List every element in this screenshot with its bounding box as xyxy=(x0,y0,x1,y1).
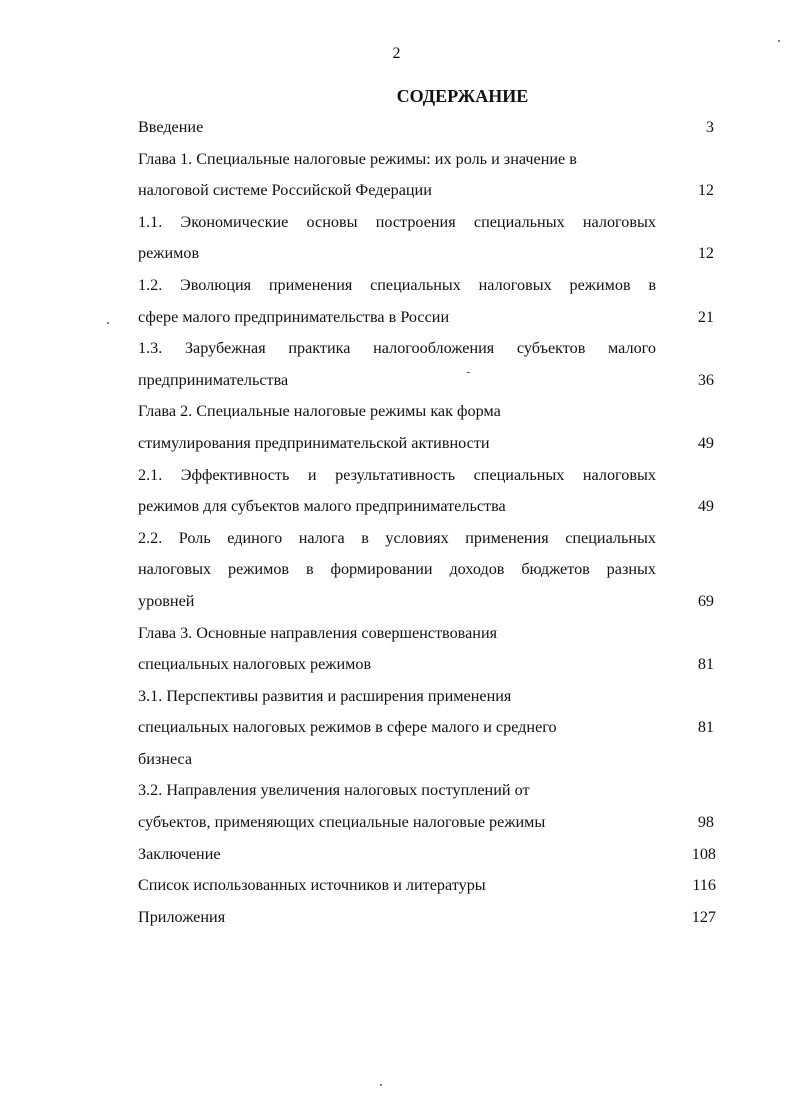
toc-entry-appendices[interactable] xyxy=(138,902,718,934)
toc-entry-page: 69 xyxy=(697,591,714,610)
toc-entry-text: 1.2. Эволюция применения специальных налоговых режимов в xyxy=(138,275,656,294)
toc-entry-section-3-1-cont-2[interactable] xyxy=(138,744,718,776)
scan-speck xyxy=(107,322,109,324)
toc-entry-section-2-2-cont[interactable] xyxy=(138,554,718,586)
toc-entry-text: бизнеса xyxy=(138,749,193,768)
toc-entry-section-2-1[interactable] xyxy=(138,460,718,492)
scan-speck xyxy=(467,372,470,373)
toc-entry-text: 2.2. Роль единого налога в условиях применения специальных xyxy=(138,528,656,547)
toc-entry-page: 127 xyxy=(691,907,716,926)
toc-entry-section-2-1-cont[interactable] xyxy=(138,491,718,523)
toc-entry-page: 98 xyxy=(697,813,714,832)
toc-entry-text: 2.1. Эффективность и результативность специальных налоговых xyxy=(138,465,656,484)
toc-entry-section-3-2[interactable] xyxy=(138,775,718,807)
toc-entry-page: 49 xyxy=(697,433,714,452)
toc-entry-page: 12 xyxy=(697,244,714,263)
toc-entry-chapter-3[interactable] xyxy=(138,618,718,650)
toc-entry-references[interactable] xyxy=(138,870,718,902)
toc-entry-section-3-1-cont[interactable] xyxy=(138,712,718,744)
toc-entry-text: 1.3. Зарубежная практика налогообложения субъектов малого xyxy=(138,339,656,358)
toc-entry-text: режимов для субъектов малого предпринимательства xyxy=(138,497,506,516)
toc-entry-page: 116 xyxy=(692,876,716,895)
toc-entry-text: 1.1. Экономические основы построения специальных налоговых xyxy=(138,212,656,231)
scan-speck xyxy=(380,1084,382,1086)
toc-entry-text: 3.1. Перспективы развития и расширения применения xyxy=(138,686,512,705)
toc-entry-section-2-2-cont-2[interactable] xyxy=(138,586,718,618)
toc-entry-text: сфере малого предпринимательства в России xyxy=(138,307,450,326)
toc-entry-text: Глава 3. Основные направления совершенствования xyxy=(138,623,498,642)
toc-entry-text: 3.2. Направления увеличения налоговых поступлений от xyxy=(138,781,530,800)
toc-entry-text: налоговых режимов в формировании доходов бюджетов разных xyxy=(138,560,656,579)
toc-entry-section-1-3[interactable] xyxy=(138,333,718,365)
page-title: СОДЕРЖАНИЕ xyxy=(396,86,529,106)
toc-entry-text: Список использованных источников и литературы xyxy=(138,876,486,895)
toc-entry-section-3-1[interactable] xyxy=(138,681,718,713)
toc-entry-chapter-3-cont[interactable] xyxy=(138,649,718,681)
toc-entry-chapter-1[interactable] xyxy=(138,144,718,176)
toc-entry-text: Введение xyxy=(138,118,204,136)
toc-entry-page: 108 xyxy=(691,844,716,863)
toc-entry-section-1-1[interactable] xyxy=(138,207,718,239)
toc-entry-text: Заключение xyxy=(138,844,221,863)
page-number: 2 xyxy=(392,45,401,62)
toc-entry-section-3-2-cont[interactable] xyxy=(138,807,718,839)
table-of-contents xyxy=(138,112,718,933)
toc-entry-text: предпринимательства xyxy=(138,370,289,389)
toc-entry-section-1-1-cont[interactable] xyxy=(138,238,718,270)
toc-entry-page: 36 xyxy=(697,370,714,389)
scan-speck xyxy=(778,40,780,42)
toc-entry-conclusion[interactable] xyxy=(138,839,718,871)
toc-entry-page: 21 xyxy=(697,307,714,326)
toc-entry-section-2-2[interactable] xyxy=(138,523,718,555)
toc-entry-text: стимулирования предпринимательской активности xyxy=(138,433,490,452)
toc-entry-text: Приложения xyxy=(138,907,226,926)
toc-entry-text: уровней xyxy=(138,591,195,610)
toc-entry-page: 81 xyxy=(697,655,714,674)
toc-entry-page: 12 xyxy=(697,181,714,200)
toc-entry-page: 3 xyxy=(705,118,714,136)
toc-entry-text: субъектов, применяющих специальные налоговые режимы xyxy=(138,813,546,832)
toc-entry-section-1-2-cont[interactable] xyxy=(138,302,718,334)
toc-entry-text: налоговой системе Российской Федерации xyxy=(138,181,432,200)
toc-entry-section-1-2[interactable] xyxy=(138,270,718,302)
toc-entry-page: 49 xyxy=(697,497,714,516)
toc-entry-text: Глава 1. Специальные налоговые режимы: их роль и значение в xyxy=(138,149,577,168)
toc-entry-section-1-3-cont[interactable] xyxy=(138,365,718,397)
toc-entry-introduction[interactable] xyxy=(138,112,718,144)
toc-entry-text: Глава 2. Специальные налоговые режимы как форма xyxy=(138,402,501,421)
toc-entry-text: режимов xyxy=(138,244,200,263)
title-wrapper xyxy=(0,86,793,107)
toc-entry-chapter-2[interactable] xyxy=(138,396,718,428)
toc-entry-page: 81 xyxy=(697,718,714,737)
toc-entry-chapter-2-cont[interactable] xyxy=(138,428,718,460)
toc-entry-text: специальных налоговых режимов в сфере малого и среднего xyxy=(138,718,557,737)
toc-entry-chapter-1-cont[interactable] xyxy=(138,175,718,207)
toc-entry-text: специальных налоговых режимов xyxy=(138,655,372,674)
